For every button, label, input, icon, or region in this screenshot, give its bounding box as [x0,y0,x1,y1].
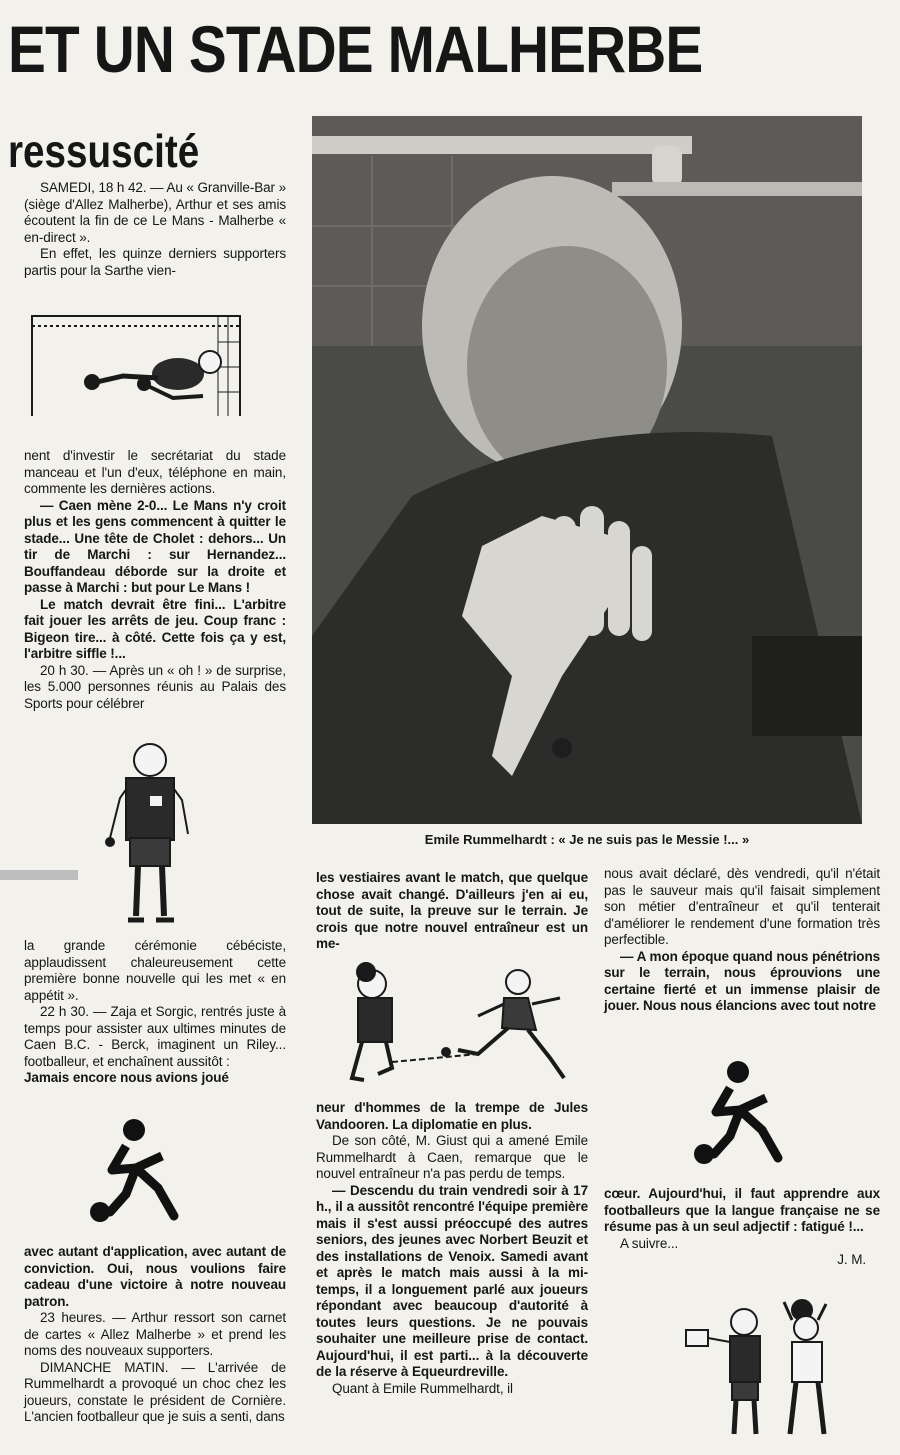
signature: J. M. [837,1252,866,1267]
football-player-pictogram-icon [86,1112,196,1232]
paragraph: — Caen mène 2-0... Le Mans n'y croit plus et les gens commencent à quitter le stade... Une tête de Cholet : dehors... Un tir de Marchi : sur Hernandez... Bouffandeau déborde sur la droite et passe à Marchi : but pour Le Mans ! [24,497,286,595]
paragraph: De son côté, M. Giust qui a amené Emile Rummelhardt à Caen, remarque que le nouvel entraîneur n'a pas perdu de temps. [316,1133,588,1181]
scan-artifact [0,870,78,880]
paragraph: — Descendu du train vendredi soir à 17 h., il a aussitôt rencontré l'équipe première mais il s'est aussi préoccupé des autres seniors, des jeunes avec Norbert Beuzit et des installations de Venoix. Samedi avant et après le match mais aussi à la mi-temps, il a longuement parlé aux joueurs répondant avec beaucoup d'autorité à toutes leurs questions. Je ne pouvais souhaiter une meilleure prise de contact. Aujourd'hui, il est parti... à la découverte de la réserve à Equeurdreville. [316,1182,588,1379]
referee-cartoon-icon [90,738,210,938]
paragraph: En effet, les quinze derniers supporters partis pour la Sarthe vien- [24,246,286,278]
photo-caption: Emile Rummelhardt : « Je ne suis pas le Messie !... » [424,832,750,847]
paragraph: A suivre... [620,1235,679,1251]
players-chase-cartoon-icon [328,958,584,1090]
paragraph: DIMANCHE MATIN. — L'arrivée de Rummelhardt a provoqué un choc chez les joueurs, constate le président de Cornière. L'ancien footballeur que je suis a senti, dans [24,1359,286,1424]
paragraph: Le match devrait être fini... L'arbitre fait jouer les arrêts de jeu. Coup franc : Bigeon tire... à côté. Cette fois ça y est, l'arbitre siffle !... [24,596,286,661]
paragraph: Quant à Emile Rummelhardt, il [332,1380,513,1396]
column-3-top [604,866,880,1015]
referee-flag-cartoon-icon [680,1296,850,1446]
column-1-bottom [24,1244,286,1426]
paragraph: 20 h 30. — Après un « oh ! » de surprise, les 5.000 personnes réunis au Palais des Sports pour célébrer [24,662,286,711]
paragraph: SAMEDI, 18 h 42. — Au « Granville-Bar » (siège d'Allez Malherbe), Arthur et ses amis écoutent la fin de ce Le Mans - Malherbe « en-direct ». [24,180,286,245]
paragraph: 23 heures. — Arthur ressort son carnet de cartes « Allez Malherbe » et prend les noms des nouveaux supporters. [24,1310,286,1358]
paragraph: la grande cérémonie cébéciste, applaudissent chaleureusement cette première bonne nouvelle qui les met « en appétit ». [24,938,286,1003]
goalkeeper-cartoon-icon [28,312,260,424]
column-3-bottom [604,1186,880,1269]
paragraph: avec autant d'application, avec autant de conviction. Oui, nous voulions faire cadeau d'une victoire à notre nouveau patron. [24,1244,286,1309]
paragraph: cœur. Aujourd'hui, il faut apprendre aux footballeurs que la langue française ne se résume pas à un seul adjectif : fatigué !... [604,1186,880,1234]
column-2-top [316,870,588,953]
column-1-lower [24,938,286,1087]
paragraph: Jamais encore nous avions joué [24,1070,229,1085]
headline: ET UN STADE MALHERBE [8,12,703,86]
paragraph: — A mon époque quand nous pénétrions sur le terrain, nous éprouvions une certaine fierté et un immense plaisir de jouer. Nous nous élancions avec tout notre [604,948,880,1013]
paragraph: nous avait déclaré, dès vendredi, qu'il n'était pas le sauveur mais qu'il faisait simplement son métier d'entraîneur et qu'il tenterait d'améliorer le rendement d'une formation très perfectible. [604,866,880,947]
column-1-top [24,180,286,279]
portrait-photo [312,116,862,824]
paragraph: les vestiaires avant le match, que quelque chose avait changé. D'ailleurs j'en ai eu, tout de suite, la preuve sur le terrain. Je crois que notre nouvel entraîneur est un me- [316,870,588,951]
paragraph: 22 h 30. — Zaja et Sorgic, rentrés juste à temps pour assister aux ultimes minutes de Caen B.C. - Berck, imaginent un Riley... footballeur, et enchaînent aussitôt : [24,1004,286,1069]
football-player-pictogram-icon [690,1054,800,1174]
column-2-bottom [316,1100,588,1397]
column-1-middle [24,448,286,712]
subheadline: ressuscité [8,125,200,177]
paragraph: neur d'hommes de la trempe de Jules Vandooren. La diplomatie en plus. [316,1100,588,1132]
paragraph: nent d'investir le secrétariat du stade manceau et l'un d'eux, téléphone en main, commente les dernières actions. [24,448,286,496]
